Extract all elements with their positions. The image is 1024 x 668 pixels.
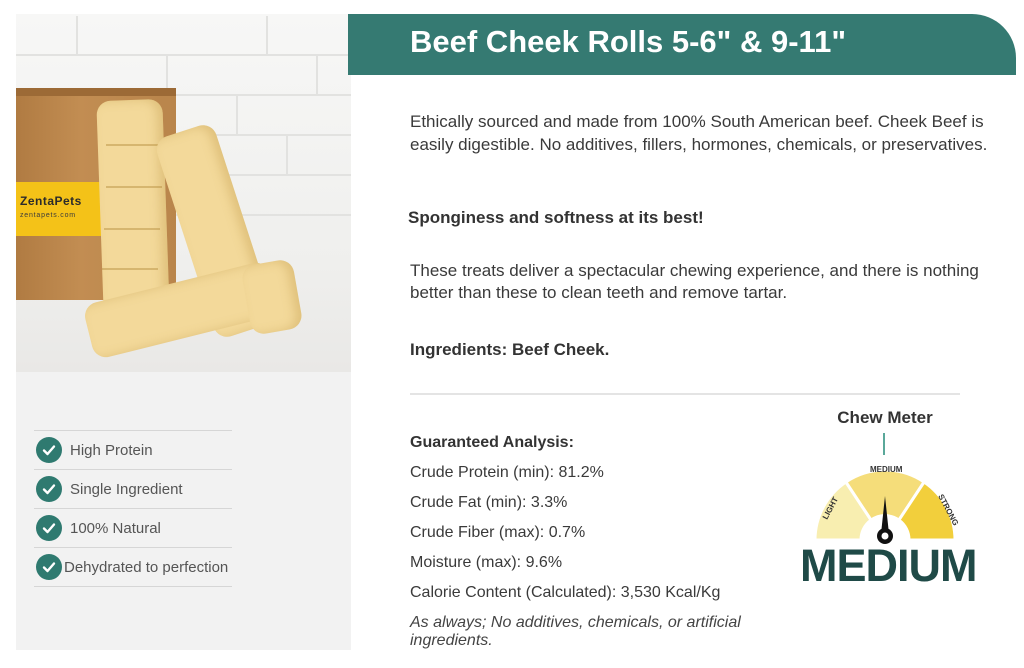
product-photo — [16, 14, 351, 372]
chew-meter-title: Chew Meter — [837, 408, 933, 427]
analysis-row: Crude Fat (min): 3.3% — [410, 494, 568, 511]
checkmark-icon — [36, 515, 62, 541]
title-banner — [348, 14, 1016, 75]
intro-text: Ethically sourced and made from 100% South American beef. Cheek Beef is easily digestible. No additives, fillers, hormones, chemicals, or preservatives. — [410, 112, 988, 154]
feature-item — [34, 547, 232, 587]
checkmark-icon — [36, 554, 62, 580]
analysis-title: Guaranteed Analysis: — [410, 434, 574, 451]
gauge-label-light: LIGHT — [820, 495, 841, 521]
brand-url: zentapets.com — [20, 212, 76, 219]
feature-label: High Protein — [70, 441, 153, 459]
checkmark-icon — [36, 476, 62, 502]
feature-label: Dehydrated to perfection — [64, 558, 229, 576]
analysis-row: Crude Protein (min): 81.2% — [410, 464, 604, 481]
brand-logo: ZentaPets — [20, 194, 82, 208]
guaranteed-analysis — [410, 434, 810, 649]
analysis-note: As always; No additives, chemicals, or artificial ingredients. — [410, 614, 741, 649]
feature-list — [34, 430, 232, 587]
gauge-label-medium: MEDIUM — [870, 465, 903, 474]
checkmark-icon — [36, 437, 62, 463]
divider — [410, 393, 960, 395]
description-text: These treats deliver a spectacular chewing experience, and there is nothing better than these to clean teeth and remove tartar. — [410, 261, 979, 302]
product-title: Beef Cheek Rolls 5-6" & 9-11" — [410, 24, 847, 59]
tagline: Sponginess and softness at its best! — [408, 208, 704, 227]
feature-label: 100% Natural — [70, 519, 161, 537]
gauge-label-strong: STRONG — [936, 492, 961, 528]
left-panel — [16, 14, 351, 650]
feature-item — [34, 508, 232, 547]
analysis-row: Moisture (max): 9.6% — [410, 554, 563, 571]
analysis-row: Calorie Content (Calculated): 3,530 Kcal/Kg — [410, 584, 721, 601]
analysis-row: Crude Fiber (max): 0.7% — [410, 524, 586, 541]
feature-item — [34, 430, 232, 469]
chew-meter — [800, 400, 977, 600]
cheek-roll-left — [96, 99, 169, 315]
ingredients: Ingredients: Beef Cheek. — [410, 340, 610, 359]
feature-label: Single Ingredient — [70, 480, 183, 498]
feature-item — [34, 469, 232, 508]
chew-meter-value: MEDIUM — [800, 540, 977, 591]
